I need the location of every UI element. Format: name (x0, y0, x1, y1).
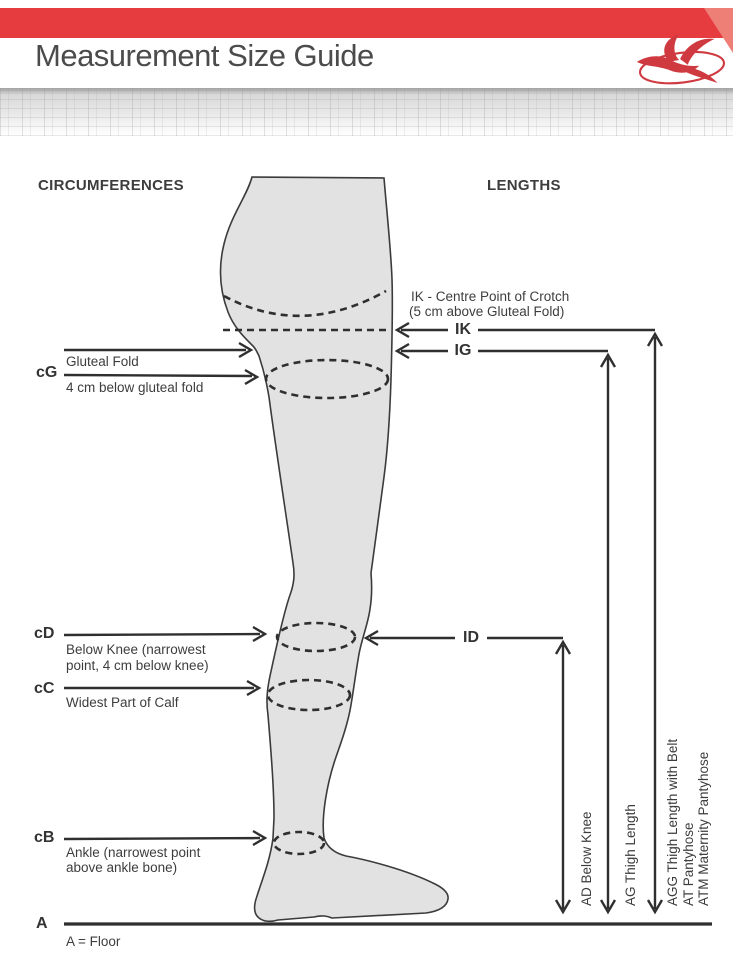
cc-description: Widest Part of Calf (66, 695, 179, 710)
ik-arrow (397, 323, 655, 337)
id-code: ID (455, 629, 487, 647)
ad-length-line (556, 642, 570, 912)
gluteal-fold-label: Gluteal Fold (66, 354, 139, 369)
cb-description-2: above ankle bone) (66, 860, 178, 875)
at-pantyhose-label: AT Pantyhose (680, 822, 696, 906)
ag-thigh-length-label: AG Thigh Length (623, 804, 638, 906)
cd-description-1: Below Knee (narrowest (66, 642, 206, 657)
atm-maternity-label: ATM Maternity Pantyhose (696, 751, 711, 906)
cd-arrow (64, 627, 265, 641)
ig-arrow (397, 344, 608, 358)
agg-thigh-belt-label: AGG Thigh Length with Belt (665, 738, 680, 906)
agg-at-atm-label-group (665, 739, 712, 906)
cb-description-1: Ankle (narrowest point (66, 845, 201, 860)
cg-code: cG (36, 364, 58, 381)
circumferences-heading: CIRCUMFERENCES (38, 177, 184, 194)
agg-length-line (648, 334, 662, 912)
ik-code: IK (448, 321, 478, 339)
crotch-note-1: IK - Centre Point of Crotch (411, 289, 570, 304)
cg-description: 4 cm below gluteal fold (66, 380, 204, 395)
ad-below-knee-label: AD Below Knee (579, 811, 594, 906)
crotch-note-2: (5 cm above Gluteal Fold) (409, 304, 565, 319)
a-floor-label: A = Floor (66, 934, 121, 949)
cc-code: cC (34, 680, 55, 697)
ag-length-line (601, 355, 615, 912)
a-code: A (36, 915, 48, 932)
cb-code: cB (34, 829, 55, 846)
lengths-heading: LENGTHS (487, 177, 561, 194)
cd-code: cD (34, 625, 55, 642)
page-title: Measurement Size Guide (35, 38, 374, 73)
cc-arrow (64, 681, 259, 695)
cb-arrow (64, 831, 265, 845)
cd-description-2: point, 4 cm below knee) (66, 658, 209, 673)
ig-code: IG (448, 342, 478, 360)
